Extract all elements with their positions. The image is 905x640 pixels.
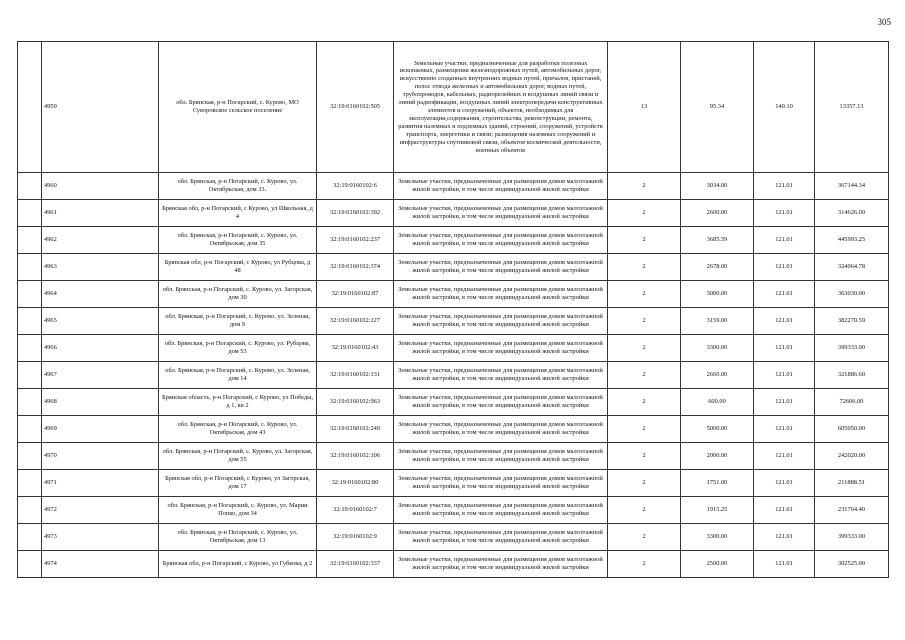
area-cell: 1751.00: [681, 470, 754, 497]
address-cell: обл. Брянская, р-н Погарский, с. Курово, ул. Октябрьская, дом 33.: [159, 173, 317, 200]
rate-cell: 121.01: [754, 389, 815, 416]
row-number: 4968: [42, 389, 159, 416]
blank-cell: [18, 497, 42, 524]
blank-cell: [18, 443, 42, 470]
cadastral-number: 32:19:0160102:7: [317, 497, 394, 524]
cadastral-number: 32:19:0160102:6: [317, 173, 394, 200]
table-row: [18, 173, 889, 200]
table-row: [18, 308, 889, 335]
group-cell: 2: [608, 335, 681, 362]
address-cell: Брянская область, р-н Погарский, с Курово, ул Победы, д 1, кв 2: [159, 389, 317, 416]
rate-cell: 121.01: [754, 254, 815, 281]
area-cell: 2660.00: [681, 362, 754, 389]
value-cell: 72606.00: [815, 389, 889, 416]
blank-cell: [18, 389, 42, 416]
cadastral-number: 32:19:0160102:963: [317, 389, 394, 416]
area-cell: 2600.00: [681, 200, 754, 227]
table-row: [18, 281, 889, 308]
table-row: [18, 389, 889, 416]
rate-cell: 121.01: [754, 524, 815, 551]
blank-cell: [18, 551, 42, 578]
rate-cell: 121.01: [754, 335, 815, 362]
cadastral-number: 32:19:0160102:9: [317, 524, 394, 551]
row-number: 4964: [42, 281, 159, 308]
table-row: [18, 524, 889, 551]
blank-cell: [18, 308, 42, 335]
area-cell: 3685.59: [681, 227, 754, 254]
table-row: [18, 497, 889, 524]
blank-cell: [18, 335, 42, 362]
table-row: [18, 551, 889, 578]
group-cell: 2: [608, 254, 681, 281]
address-cell: обл. Брянская, р-н Погарский, с. Курово, ул. Марии Попко, дом 34: [159, 497, 317, 524]
cadastral-value-table: [17, 41, 889, 578]
rate-cell: 121.01: [754, 470, 815, 497]
land-purpose: Земельные участки, предназначенные для разработки полезных ископаемых, размещения железнодорожных путей, автомобильных дорог, искусственно созданных внутренних водных путей, причалов, пристаней, полос отвода железных и автомобильных дорог, водных путей, трубопроводов, кабельных, радиорелейных и воздушных линий связи и линий радиофикации, воздушных линий электропередачи конструктивных элементов и сооружений, объектов, необходимых для эксплуатации,содержания, строительства, реконструкции, ремонта, развития наземных и подземных зданий, строений, сооружений, устройств транспорта, энергетики и связи; размещения наземных сооружений и инфраструктуры спутниковой связи, объектов космической деятельности, военных объектов: [394, 42, 608, 173]
land-purpose: Земельные участки, предназначенные для размещения домов малоэтажной жилой застройки, в том числе индивидуальной жилой застройки: [394, 281, 608, 308]
address-cell: обл. Брянская, р-н Погарский, с. Курово, ул. Загорская, дом 30: [159, 281, 317, 308]
rate-cell: 121.01: [754, 200, 815, 227]
row-number: 4963: [42, 254, 159, 281]
rate-cell: 121.01: [754, 362, 815, 389]
blank-cell: [18, 470, 42, 497]
value-cell: 242020.00: [815, 443, 889, 470]
land-purpose: Земельные участки, предназначенные для размещения домов малоэтажной жилой застройки, в том числе индивидуальной жилой застройки: [394, 335, 608, 362]
row-number: 4967: [42, 362, 159, 389]
cadastral-number: 32:19:0160102:106: [317, 443, 394, 470]
cadastral-number: 32:19:0160102:237: [317, 227, 394, 254]
area-cell: 3159.00: [681, 308, 754, 335]
address-cell: обл. Брянская, р-н Погарский, с. Курово, ул. Зеленая, дом 9: [159, 308, 317, 335]
group-cell: 2: [608, 389, 681, 416]
area-cell: 600.00: [681, 389, 754, 416]
area-cell: 2000.00: [681, 443, 754, 470]
row-number: 4965: [42, 308, 159, 335]
group-cell: 13: [608, 42, 681, 173]
value-cell: 321886.60: [815, 362, 889, 389]
land-purpose: Земельные участки, предназначенные для размещения домов малоэтажной жилой застройки, в том числе индивидуальной жилой застройки: [394, 308, 608, 335]
land-purpose: Земельные участки, предназначенные для размещения домов малоэтажной жилой застройки, в том числе индивидуальной жилой застройки: [394, 497, 608, 524]
area-cell: 95.34: [681, 42, 754, 173]
area-cell: 2678.00: [681, 254, 754, 281]
area-cell: 3300.00: [681, 524, 754, 551]
group-cell: 2: [608, 524, 681, 551]
land-purpose: Земельные участки, предназначенные для размещения домов малоэтажной жилой застройки, в том числе индивидуальной жилой застройки: [394, 362, 608, 389]
area-cell: 3000.00: [681, 281, 754, 308]
value-cell: 231764.40: [815, 497, 889, 524]
value-cell: 211888.51: [815, 470, 889, 497]
address-cell: обл. Брянская, р-н Погарский, с. Курово, ул. Октябрьская, дом 35: [159, 227, 317, 254]
table-row: [18, 335, 889, 362]
address-cell: Брянская обл, р-н Погарский, с Курово, ул Рубцова, д 48: [159, 254, 317, 281]
table-row: [18, 42, 889, 173]
address-cell: обл. Брянская, р-н Погарский, с. Курово, МО Суворовское сельское поселение: [159, 42, 317, 173]
blank-cell: [18, 416, 42, 443]
row-number: 4959: [42, 42, 159, 173]
value-cell: 445993.25: [815, 227, 889, 254]
address-cell: обл. Брянская, р-н Погарский, с. Курово, ул. Загорская, дом 55: [159, 443, 317, 470]
row-number: 4973: [42, 524, 159, 551]
rate-cell: 121.01: [754, 308, 815, 335]
blank-cell: [18, 362, 42, 389]
cadastral-number: 32:19:0160102:505: [317, 42, 394, 173]
address-cell: Брянская обл, р-н Погарский, с Курово, ул Школьная, д 4: [159, 200, 317, 227]
rate-cell: 121.01: [754, 173, 815, 200]
group-cell: 2: [608, 173, 681, 200]
rate-cell: 121.01: [754, 281, 815, 308]
row-number: 4969: [42, 416, 159, 443]
rate-cell: 121.01: [754, 416, 815, 443]
cadastral-number: 32:19:0160102:43: [317, 335, 394, 362]
group-cell: 2: [608, 281, 681, 308]
area-cell: 3300.00: [681, 335, 754, 362]
value-cell: 605050.00: [815, 416, 889, 443]
address-cell: Брянская обл, р-н Погарский, с Курово, ул Загорская, дом 17: [159, 470, 317, 497]
rate-cell: 121.01: [754, 227, 815, 254]
rate-cell: 121.01: [754, 497, 815, 524]
table-row: [18, 362, 889, 389]
value-cell: 382270.59: [815, 308, 889, 335]
row-number: 4962: [42, 227, 159, 254]
group-cell: 2: [608, 416, 681, 443]
value-cell: 367144.34: [815, 173, 889, 200]
blank-cell: [18, 227, 42, 254]
blank-cell: [18, 200, 42, 227]
row-number: 4966: [42, 335, 159, 362]
rate-cell: 140.10: [754, 42, 815, 173]
group-cell: 2: [608, 362, 681, 389]
group-cell: 2: [608, 551, 681, 578]
cadastral-number: 32:19:0160102:87: [317, 281, 394, 308]
row-number: 4970: [42, 443, 159, 470]
blank-cell: [18, 524, 42, 551]
land-purpose: Земельные участки, предназначенные для размещения домов малоэтажной жилой застройки, в том числе индивидуальной жилой застройки: [394, 416, 608, 443]
rate-cell: 121.01: [754, 551, 815, 578]
blank-cell: [18, 173, 42, 200]
land-purpose: Земельные участки, предназначенные для размещения домов малоэтажной жилой застройки, в том числе индивидуальной жилой застройки: [394, 470, 608, 497]
address-cell: обл. Брянская, р-н Погарский, с. Курово, ул. Октябрьская, дом 13: [159, 524, 317, 551]
cadastral-number: 32:19:0160102:131: [317, 362, 394, 389]
group-cell: 2: [608, 200, 681, 227]
table-row: [18, 443, 889, 470]
area-cell: 1915.25: [681, 497, 754, 524]
group-cell: 2: [608, 308, 681, 335]
address-cell: Брянская обл, р-н Погарский, с Курово, ул Губкова, д 2: [159, 551, 317, 578]
page-number: 305: [877, 17, 891, 27]
cadastral-number: 32:19:0160102:374: [317, 254, 394, 281]
land-purpose: Земельные участки, предназначенные для размещения домов малоэтажной жилой застройки, в том числе индивидуальной жилой застройки: [394, 524, 608, 551]
row-number: 4960: [42, 173, 159, 200]
value-cell: 314626.00: [815, 200, 889, 227]
table-row: [18, 470, 889, 497]
address-cell: обл. Брянская, р-н Погарский, с. Курово, ул. Зеленая, дом 14: [159, 362, 317, 389]
group-cell: 2: [608, 227, 681, 254]
table-row: [18, 254, 889, 281]
cadastral-number: 32:19:0160102:80: [317, 470, 394, 497]
cadastral-number: 32:19:0160102:337: [317, 551, 394, 578]
row-number: 4961: [42, 200, 159, 227]
land-purpose: Земельные участки, предназначенные для размещения домов малоэтажной жилой застройки, в том числе индивидуальной жилой застройки: [394, 551, 608, 578]
blank-cell: [18, 42, 42, 173]
blank-cell: [18, 281, 42, 308]
cadastral-number: 32:19:0160102:392: [317, 200, 394, 227]
cadastral-number: 32:19:0160102:127: [317, 308, 394, 335]
land-purpose: Земельные участки, предназначенные для размещения домов малоэтажной жилой застройки, в том числе индивидуальной жилой застройки: [394, 173, 608, 200]
value-cell: 13357.13: [815, 42, 889, 173]
land-purpose: Земельные участки, предназначенные для размещения домов малоэтажной жилой застройки, в том числе индивидуальной жилой застройки: [394, 200, 608, 227]
value-cell: 399333.00: [815, 335, 889, 362]
row-number: 4972: [42, 497, 159, 524]
row-number: 4974: [42, 551, 159, 578]
table-row: [18, 200, 889, 227]
land-purpose: Земельные участки, предназначенные для размещения домов малоэтажной жилой застройки, в том числе индивидуальной жилой застройки: [394, 254, 608, 281]
rate-cell: 121.01: [754, 443, 815, 470]
land-purpose: Земельные участки, предназначенные для размещения домов малоэтажной жилой застройки, в том числе индивидуальной жилой застройки: [394, 227, 608, 254]
land-purpose: Земельные участки, предназначенные для размещения домов малоэтажной жилой застройки, в том числе индивидуальной жилой застройки: [394, 389, 608, 416]
cadastral-number: 32:19:0160102:249: [317, 416, 394, 443]
address-cell: обл. Брянская, р-н Погарский, с. Курово, ул. Октябрьская, дом 43: [159, 416, 317, 443]
table-row: [18, 227, 889, 254]
address-cell: обл. Брянская, р-н Погарский, с. Курово, ул. Рубцова, дом 53: [159, 335, 317, 362]
group-cell: 2: [608, 443, 681, 470]
value-cell: 324064.78: [815, 254, 889, 281]
value-cell: 302525.00: [815, 551, 889, 578]
land-purpose: Земельные участки, предназначенные для размещения домов малоэтажной жилой застройки, в том числе индивидуальной жилой застройки: [394, 443, 608, 470]
area-cell: 3034.00: [681, 173, 754, 200]
value-cell: 363030.00: [815, 281, 889, 308]
blank-cell: [18, 254, 42, 281]
row-number: 4971: [42, 470, 159, 497]
area-cell: 2500.00: [681, 551, 754, 578]
group-cell: 2: [608, 470, 681, 497]
area-cell: 5000.00: [681, 416, 754, 443]
table-row: [18, 416, 889, 443]
group-cell: 2: [608, 497, 681, 524]
value-cell: 399333.00: [815, 524, 889, 551]
